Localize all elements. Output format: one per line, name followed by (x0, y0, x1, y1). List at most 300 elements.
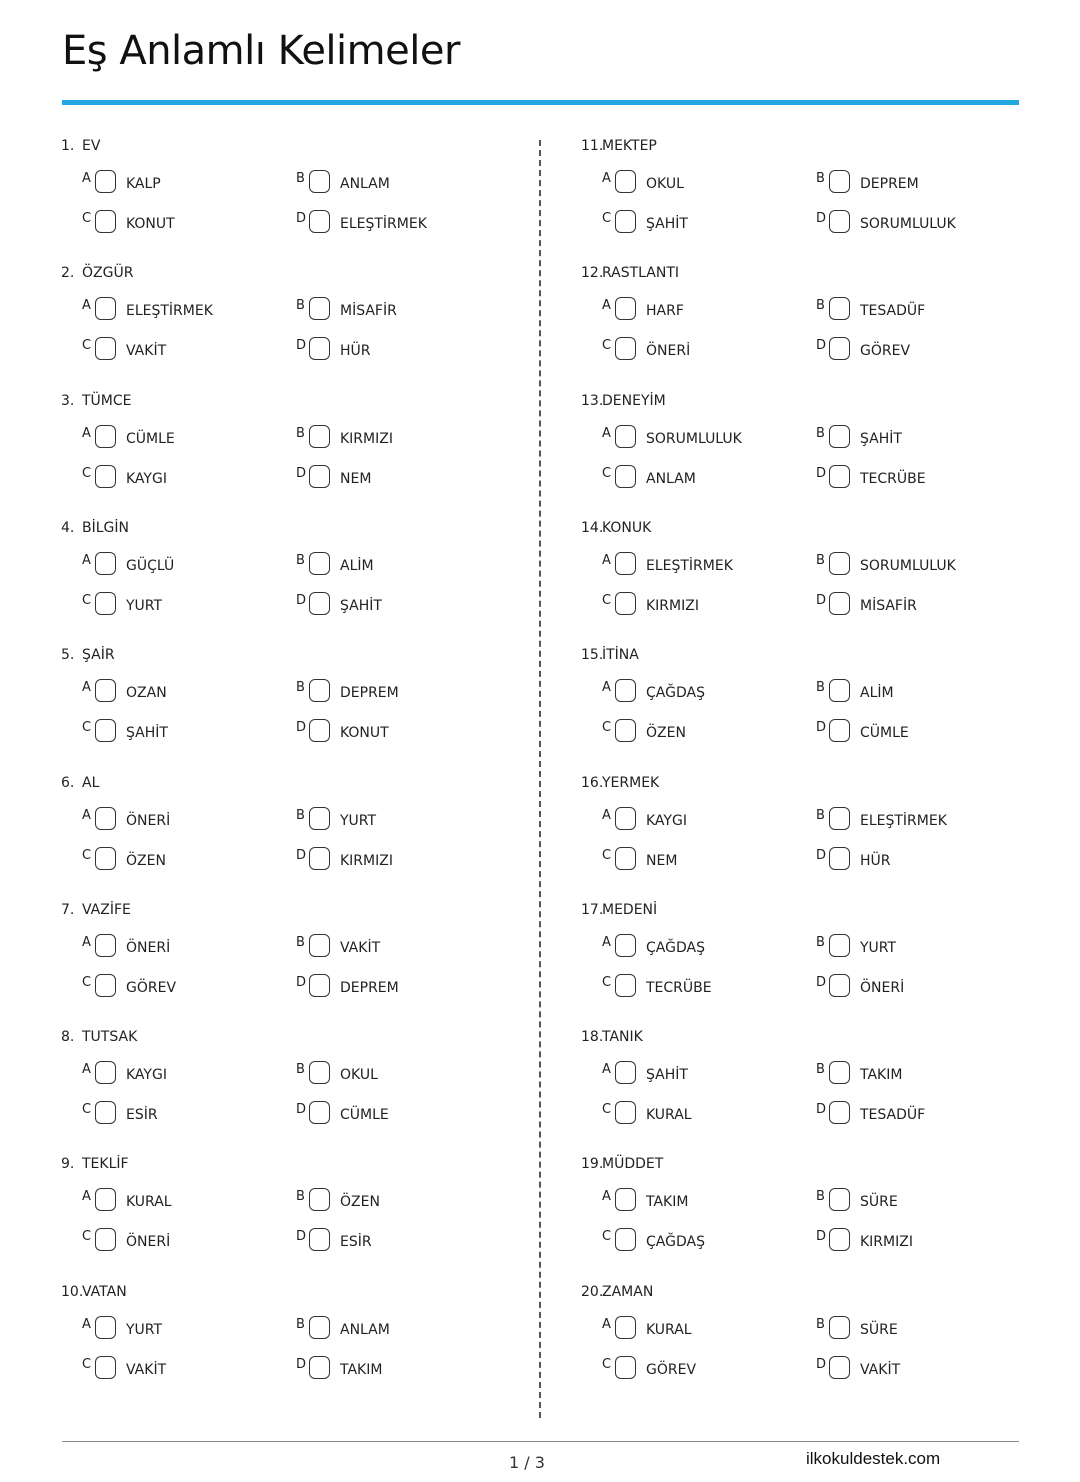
option-letter: D (296, 720, 307, 735)
option-checkbox[interactable] (95, 170, 116, 193)
option-a[interactable] (82, 425, 282, 451)
site-name: ilkokuldestek.com (806, 1449, 941, 1468)
option-text: HÜR (340, 343, 371, 359)
footer-divider (62, 1441, 1019, 1442)
option-text: ANLAM (340, 1322, 390, 1338)
option-checkbox[interactable] (309, 719, 330, 742)
option-letter: C (82, 1357, 92, 1372)
option-checkbox[interactable] (615, 974, 636, 997)
option-checkbox[interactable] (95, 552, 116, 575)
question-heading (61, 902, 131, 918)
question-number: 2. (61, 265, 75, 281)
option-checkbox[interactable] (309, 847, 330, 870)
option-checkbox[interactable] (309, 210, 330, 233)
option-checkbox[interactable] (309, 465, 330, 488)
option-a[interactable] (82, 1061, 282, 1087)
option-a[interactable] (82, 552, 282, 578)
option-checkbox[interactable] (309, 337, 330, 360)
option-text: TAKIM (646, 1194, 689, 1210)
option-b[interactable] (816, 425, 1016, 451)
option-checkbox[interactable] (309, 1316, 330, 1339)
question-16 (581, 775, 1021, 895)
option-c[interactable] (82, 847, 282, 873)
option-d[interactable] (296, 974, 496, 1000)
question-word: MEKTEP (602, 138, 657, 154)
question-17 (581, 902, 1021, 1022)
option-text: VAKİT (126, 343, 167, 359)
option-checkbox[interactable] (829, 1316, 850, 1339)
option-text: KIRMIZI (860, 1234, 913, 1250)
option-letter: B (816, 1189, 825, 1204)
question-number: 15. (581, 647, 604, 663)
question-heading (581, 265, 679, 281)
option-checkbox[interactable] (309, 679, 330, 702)
question-15 (581, 647, 1021, 767)
option-b[interactable] (296, 679, 496, 705)
option-c[interactable] (82, 592, 282, 618)
option-checkbox[interactable] (829, 465, 850, 488)
option-checkbox[interactable] (829, 297, 850, 320)
option-checkbox[interactable] (829, 1228, 850, 1251)
option-a[interactable] (82, 807, 282, 833)
option-letter: C (82, 338, 92, 353)
option-b[interactable] (816, 1061, 1016, 1087)
option-checkbox[interactable] (95, 210, 116, 233)
option-c[interactable] (82, 974, 282, 1000)
option-a[interactable] (82, 1188, 282, 1214)
option-letter: B (816, 553, 825, 568)
option-b[interactable] (296, 297, 496, 323)
option-c[interactable] (602, 337, 802, 363)
option-checkbox[interactable] (829, 337, 850, 360)
option-text: VAKİT (860, 1362, 901, 1378)
option-checkbox[interactable] (615, 679, 636, 702)
option-d[interactable] (296, 1356, 496, 1382)
option-c[interactable] (602, 210, 802, 236)
question-heading (61, 1029, 137, 1045)
option-a[interactable] (82, 170, 282, 196)
question-4 (61, 520, 501, 640)
option-checkbox[interactable] (829, 552, 850, 575)
option-d[interactable] (816, 210, 1016, 236)
question-10 (61, 1284, 501, 1404)
option-checkbox[interactable] (95, 1316, 116, 1339)
option-letter: D (816, 720, 827, 735)
option-letter: B (296, 1317, 305, 1332)
question-1 (61, 138, 501, 258)
option-checkbox[interactable] (615, 465, 636, 488)
option-d[interactable] (296, 719, 496, 745)
option-text: ANLAM (646, 471, 696, 487)
option-c[interactable] (82, 1356, 282, 1382)
option-checkbox[interactable] (829, 425, 850, 448)
option-c[interactable] (602, 1228, 802, 1254)
option-checkbox[interactable] (95, 297, 116, 320)
option-text: CÜMLE (860, 725, 909, 741)
question-number: 1. (61, 138, 75, 154)
option-b[interactable] (296, 807, 496, 833)
option-b[interactable] (296, 552, 496, 578)
option-a[interactable] (602, 1061, 802, 1087)
option-letter: A (602, 808, 611, 823)
question-8 (61, 1029, 501, 1149)
option-checkbox[interactable] (615, 847, 636, 870)
option-checkbox[interactable] (95, 425, 116, 448)
option-b[interactable] (816, 934, 1016, 960)
option-letter: B (816, 1062, 825, 1077)
option-letter: A (602, 1062, 611, 1077)
option-d[interactable] (296, 210, 496, 236)
question-heading (61, 1156, 129, 1172)
option-text: ÖNERİ (126, 813, 171, 829)
question-word: ÖZGÜR (82, 265, 134, 281)
option-letter: C (602, 338, 612, 353)
option-letter: A (602, 935, 611, 950)
option-c[interactable] (82, 337, 282, 363)
option-checkbox[interactable] (95, 934, 116, 957)
option-letter: D (816, 338, 827, 353)
question-number: 16. (581, 775, 604, 791)
question-word: İTİNA (602, 647, 639, 663)
page-number: 1 / 3 (509, 1453, 545, 1472)
option-text: KIRMIZI (646, 598, 699, 614)
question-number: 10. (61, 1284, 84, 1300)
option-letter: C (602, 1229, 612, 1244)
option-a[interactable] (602, 807, 802, 833)
question-number: 3. (61, 393, 75, 409)
option-checkbox[interactable] (95, 1228, 116, 1251)
option-a[interactable] (602, 934, 802, 960)
option-letter: B (816, 298, 825, 313)
question-20 (581, 1284, 1021, 1404)
question-heading (61, 393, 132, 409)
question-13 (581, 393, 1021, 513)
option-d[interactable] (296, 592, 496, 618)
question-5 (61, 647, 501, 767)
option-d[interactable] (296, 1101, 496, 1127)
question-11 (581, 138, 1021, 258)
option-letter: A (82, 553, 91, 568)
question-word: TUTSAK (82, 1029, 138, 1045)
option-letter: C (602, 848, 612, 863)
option-b[interactable] (816, 1316, 1016, 1342)
option-d[interactable] (816, 337, 1016, 363)
option-letter: C (602, 466, 612, 481)
option-a[interactable] (602, 1188, 802, 1214)
option-text: ANLAM (340, 176, 390, 192)
option-checkbox[interactable] (829, 170, 850, 193)
question-word: VAZİFE (82, 902, 131, 918)
option-letter: D (296, 466, 307, 481)
option-a[interactable] (602, 297, 802, 323)
option-letter: B (296, 1062, 305, 1077)
option-b[interactable] (296, 1316, 496, 1342)
option-checkbox[interactable] (615, 1356, 636, 1379)
option-d[interactable] (816, 465, 1016, 491)
question-heading (581, 647, 639, 663)
option-b[interactable] (816, 807, 1016, 833)
option-b[interactable] (816, 1188, 1016, 1214)
option-text: GÖREV (860, 343, 911, 359)
option-checkbox[interactable] (95, 807, 116, 830)
option-text: DEPREM (860, 176, 919, 192)
option-checkbox[interactable] (615, 337, 636, 360)
option-checkbox[interactable] (309, 1061, 330, 1084)
option-checkbox[interactable] (829, 719, 850, 742)
option-text: DEPREM (340, 980, 399, 996)
option-checkbox[interactable] (309, 425, 330, 448)
question-number: 20. (581, 1284, 604, 1300)
option-letter: C (602, 1102, 612, 1117)
option-checkbox[interactable] (309, 592, 330, 615)
option-letter: B (816, 426, 825, 441)
option-text: OKUL (340, 1067, 378, 1083)
option-d[interactable] (816, 719, 1016, 745)
option-letter: B (816, 1317, 825, 1332)
option-d[interactable] (816, 847, 1016, 873)
option-text: MİSAFİR (340, 303, 397, 319)
option-text: OZAN (126, 685, 167, 701)
option-letter: D (296, 593, 307, 608)
option-text: ÖZEN (126, 853, 166, 869)
option-text: KIRMIZI (340, 431, 393, 447)
option-checkbox[interactable] (309, 1188, 330, 1211)
option-checkbox[interactable] (95, 1356, 116, 1379)
option-c[interactable] (602, 465, 802, 491)
option-letter: A (82, 808, 91, 823)
option-text: ELEŞTİRMEK (646, 558, 733, 574)
option-c[interactable] (602, 1356, 802, 1382)
question-number: 14. (581, 520, 604, 536)
option-letter: B (296, 808, 305, 823)
option-checkbox[interactable] (615, 297, 636, 320)
option-checkbox[interactable] (95, 1188, 116, 1211)
option-letter: D (296, 1357, 307, 1372)
option-b[interactable] (296, 170, 496, 196)
option-checkbox[interactable] (829, 210, 850, 233)
option-letter: D (816, 593, 827, 608)
option-text: SORUMLULUK (860, 216, 956, 232)
question-heading (581, 393, 666, 409)
option-letter: D (816, 1357, 827, 1372)
option-c[interactable] (82, 1228, 282, 1254)
option-checkbox[interactable] (615, 1316, 636, 1339)
option-letter: B (296, 298, 305, 313)
option-c[interactable] (82, 1101, 282, 1127)
option-checkbox[interactable] (615, 592, 636, 615)
option-checkbox[interactable] (309, 1356, 330, 1379)
option-a[interactable] (82, 297, 282, 323)
option-d[interactable] (296, 847, 496, 873)
option-text: GÖREV (126, 980, 177, 996)
option-checkbox[interactable] (615, 1228, 636, 1251)
option-checkbox[interactable] (829, 592, 850, 615)
question-word: ŞAİR (82, 647, 115, 663)
option-letter: C (82, 975, 92, 990)
question-word: YERMEK (602, 775, 660, 791)
option-checkbox[interactable] (615, 425, 636, 448)
option-letter: A (602, 1189, 611, 1204)
option-checkbox[interactable] (95, 1101, 116, 1124)
option-a[interactable] (602, 552, 802, 578)
column-divider (539, 140, 541, 1418)
question-heading (581, 1156, 663, 1172)
option-checkbox[interactable] (829, 1356, 850, 1379)
option-d[interactable] (296, 465, 496, 491)
question-9 (61, 1156, 501, 1276)
option-text: ÇAĞDAŞ (646, 1234, 705, 1250)
option-text: GÜÇLÜ (126, 558, 175, 574)
option-a[interactable] (602, 170, 802, 196)
option-text: GÖREV (646, 1362, 697, 1378)
option-checkbox[interactable] (829, 1101, 850, 1124)
option-checkbox[interactable] (95, 337, 116, 360)
option-text: ÖNERİ (126, 1234, 171, 1250)
question-2 (61, 265, 501, 385)
option-checkbox[interactable] (829, 1061, 850, 1084)
option-checkbox[interactable] (829, 807, 850, 830)
option-letter: A (602, 553, 611, 568)
option-c[interactable] (602, 1101, 802, 1127)
option-letter: C (602, 211, 612, 226)
question-number: 17. (581, 902, 604, 918)
option-b[interactable] (296, 1061, 496, 1087)
option-b[interactable] (296, 425, 496, 451)
option-text: KURAL (646, 1322, 692, 1338)
option-checkbox[interactable] (95, 679, 116, 702)
option-checkbox[interactable] (615, 807, 636, 830)
title-underline (62, 100, 1019, 105)
option-c[interactable] (602, 847, 802, 873)
option-d[interactable] (816, 1101, 1016, 1127)
option-text: ŞAHİT (126, 725, 168, 741)
option-a[interactable] (602, 425, 802, 451)
option-checkbox[interactable] (615, 934, 636, 957)
option-a[interactable] (602, 679, 802, 705)
question-heading (581, 138, 657, 154)
option-text: SÜRE (860, 1194, 898, 1210)
option-d[interactable] (296, 337, 496, 363)
option-text: KURAL (126, 1194, 172, 1210)
option-b[interactable] (816, 552, 1016, 578)
option-checkbox[interactable] (95, 974, 116, 997)
question-word: VATAN (82, 1284, 127, 1300)
option-checkbox[interactable] (829, 679, 850, 702)
option-checkbox[interactable] (615, 170, 636, 193)
option-a[interactable] (82, 934, 282, 960)
option-text: ESİR (126, 1107, 158, 1123)
question-word: ZAMAN (602, 1284, 654, 1300)
option-checkbox[interactable] (309, 934, 330, 957)
option-checkbox[interactable] (615, 552, 636, 575)
question-14 (581, 520, 1021, 640)
question-heading (581, 1284, 653, 1300)
option-checkbox[interactable] (615, 210, 636, 233)
option-checkbox[interactable] (615, 719, 636, 742)
option-checkbox[interactable] (829, 847, 850, 870)
option-checkbox[interactable] (95, 847, 116, 870)
option-c[interactable] (602, 592, 802, 618)
option-letter: B (296, 1189, 305, 1204)
option-checkbox[interactable] (829, 934, 850, 957)
option-text: TESADÜF (860, 303, 926, 319)
option-checkbox[interactable] (95, 719, 116, 742)
option-a[interactable] (82, 1316, 282, 1342)
question-word: TANIK (602, 1029, 643, 1045)
option-checkbox[interactable] (615, 1188, 636, 1211)
option-a[interactable] (602, 1316, 802, 1342)
option-checkbox[interactable] (309, 1101, 330, 1124)
question-number: 8. (61, 1029, 75, 1045)
option-checkbox[interactable] (615, 1101, 636, 1124)
option-checkbox[interactable] (615, 1061, 636, 1084)
question-6 (61, 775, 501, 895)
option-checkbox[interactable] (309, 297, 330, 320)
option-letter: D (296, 1102, 307, 1117)
option-d[interactable] (816, 974, 1016, 1000)
option-checkbox[interactable] (309, 552, 330, 575)
option-checkbox[interactable] (309, 807, 330, 830)
option-letter: C (602, 975, 612, 990)
option-c[interactable] (82, 210, 282, 236)
option-text: ELEŞTİRMEK (126, 303, 213, 319)
option-text: CÜMLE (126, 431, 175, 447)
question-word: AL (82, 775, 100, 791)
option-checkbox[interactable] (95, 465, 116, 488)
option-d[interactable] (816, 1228, 1016, 1254)
option-b[interactable] (816, 170, 1016, 196)
option-letter: D (296, 975, 307, 990)
option-d[interactable] (296, 1228, 496, 1254)
question-heading (61, 265, 133, 281)
option-b[interactable] (816, 297, 1016, 323)
question-heading (61, 775, 99, 791)
option-checkbox[interactable] (95, 1061, 116, 1084)
option-a[interactable] (82, 679, 282, 705)
question-word: MÜDDET (602, 1156, 664, 1172)
option-text: ESİR (340, 1234, 372, 1250)
option-text: ÖNERİ (860, 980, 905, 996)
option-c[interactable] (82, 719, 282, 745)
option-text: KURAL (646, 1107, 692, 1123)
option-checkbox[interactable] (95, 592, 116, 615)
option-letter: B (816, 935, 825, 950)
option-letter: C (602, 1357, 612, 1372)
option-c[interactable] (602, 719, 802, 745)
option-checkbox[interactable] (829, 974, 850, 997)
option-letter: A (602, 680, 611, 695)
option-letter: C (82, 848, 92, 863)
option-b[interactable] (296, 1188, 496, 1214)
option-text: ÖNERİ (646, 343, 691, 359)
option-checkbox[interactable] (309, 170, 330, 193)
question-number: 19. (581, 1156, 604, 1172)
option-c[interactable] (602, 974, 802, 1000)
question-heading (581, 1029, 643, 1045)
option-c[interactable] (82, 465, 282, 491)
option-text: TECRÜBE (860, 471, 926, 487)
option-b[interactable] (816, 679, 1016, 705)
option-b[interactable] (296, 934, 496, 960)
option-text: KAYGI (646, 813, 687, 829)
option-checkbox[interactable] (309, 974, 330, 997)
option-letter: A (82, 298, 91, 313)
option-letter: A (82, 171, 91, 186)
option-d[interactable] (816, 592, 1016, 618)
option-checkbox[interactable] (309, 1228, 330, 1251)
option-d[interactable] (816, 1356, 1016, 1382)
option-checkbox[interactable] (829, 1188, 850, 1211)
